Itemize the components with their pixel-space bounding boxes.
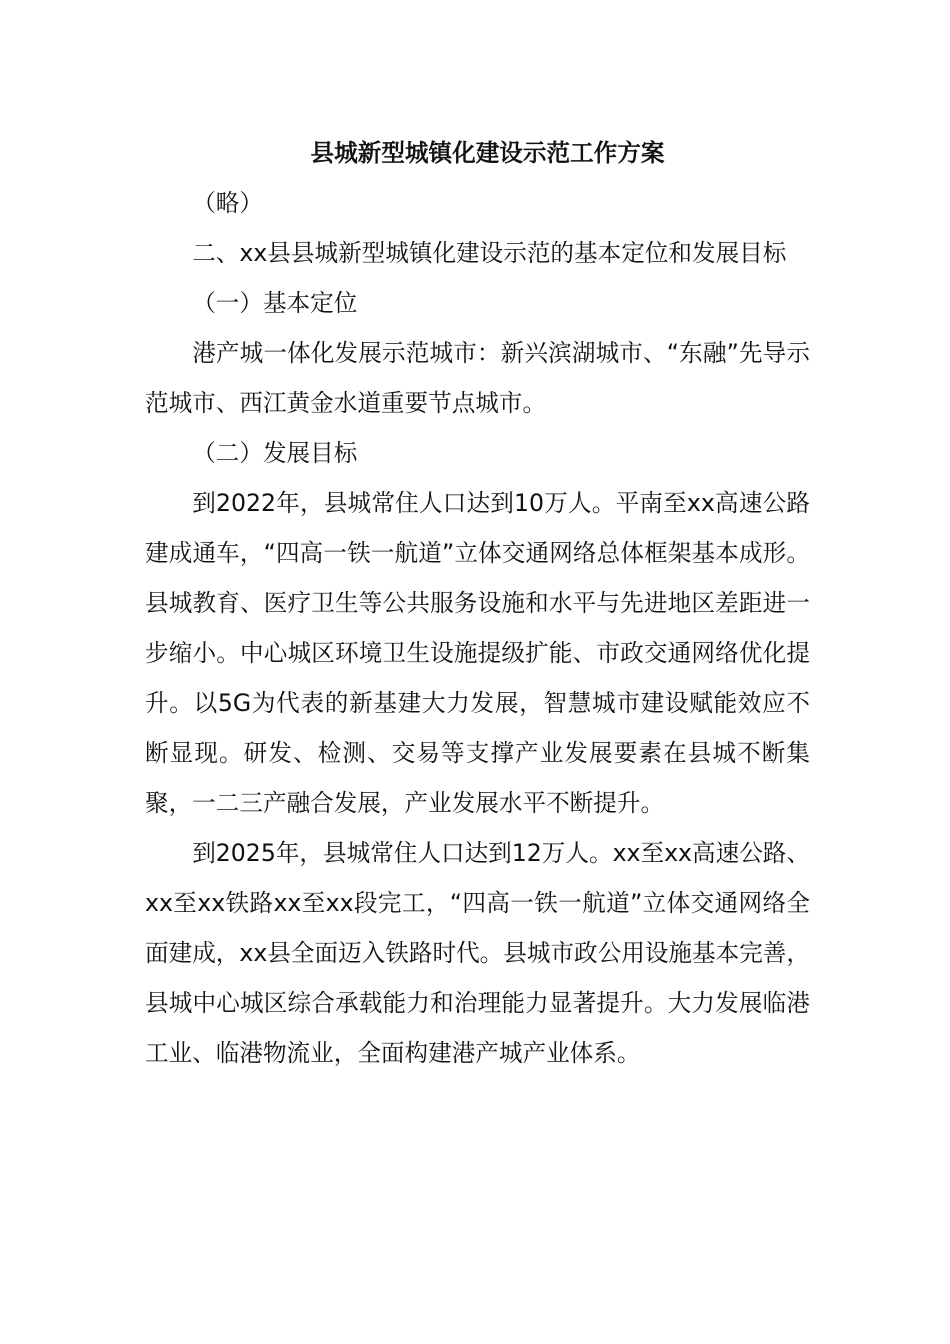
- paragraph-omitted: （略）: [192, 189, 263, 217]
- subheading-development-goals: （二）发展目标: [192, 439, 358, 467]
- section-heading-positioning-goals: 二、xx县县城新型城镇化建设示范的基本定位和发展目标: [192, 239, 787, 267]
- paragraph-goals-2025: 到2025年，县城常住人口达到12万人。xx至xx高速公路、xx至xx铁路xx至xx段完工，“四高一铁一航道”立体交通网络全面建成，xx县全面迈入铁路时代。县城市政公用设施基本完善，县城中心城区综合承载能力和治理能力显著提升。大力发展临港工业、临港物流业，全面构建港产城产业体系。: [145, 839, 810, 1067]
- document-body: [145, 128, 810, 1078]
- paragraph-goals-2022: 到2022年，县城常住人口达到10万人。平南至xx高速公路建成通车，“四高一铁一航道”立体交通网络总体框架基本成形。县城教育、医疗卫生等公共服务设施和水平与先进地区差距进一步缩小。中心城区环境卫生设施提级扩能、市政交通网络优化提升。以5G为代表的新基建大力发展，智慧城市建设赋能效应不断显现。研发、检测、交易等支撑产业发展要素在县城不断集聚，一二三产融合发展，产业发展水平不断提升。: [145, 489, 810, 817]
- document-title: 县城新型城镇化建设示范工作方案: [310, 139, 665, 167]
- subheading-basic-positioning: （一）基本定位: [192, 289, 358, 317]
- paragraph-positioning: 港产城一体化发展示范城市：新兴滨湖城市、“东融”先导示范城市、西江黄金水道重要节点城市。: [145, 339, 810, 417]
